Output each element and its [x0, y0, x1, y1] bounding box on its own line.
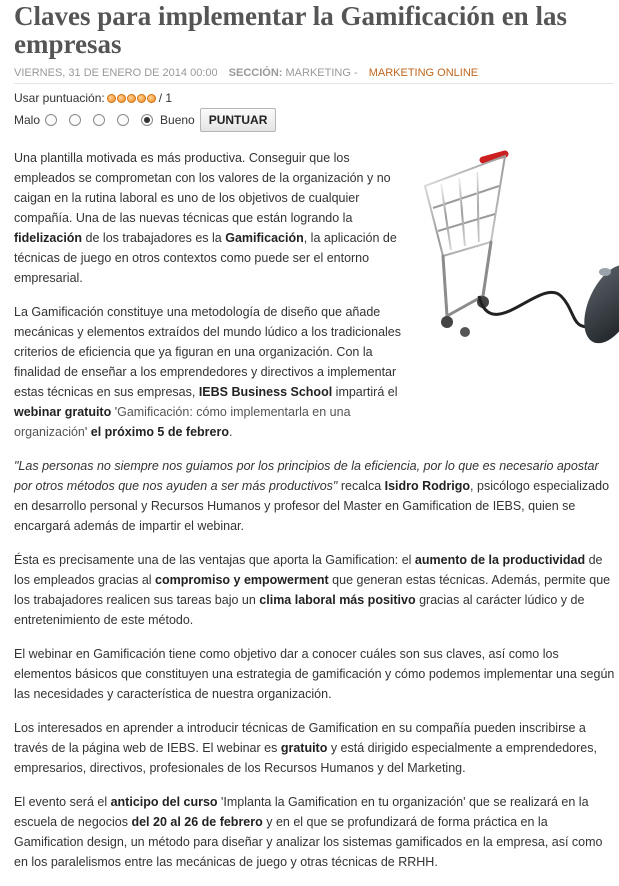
rating-option-3[interactable]: [93, 114, 105, 126]
star-icon: [137, 94, 146, 103]
rating-high-label: Bueno: [160, 113, 195, 127]
star-icon: [117, 94, 126, 103]
quote-text: "Las personas no siempre nos guiamos por los principios de la eficiencia, por lo que es necesario apostar por otros métodos que nos ayuden a ser más productivos": [14, 459, 599, 493]
rating-score: / 1: [158, 91, 173, 105]
text: , la aplicación de técnicas de juego en otros contextos como puede ser el entorno empresarial.: [14, 231, 397, 285]
text: que generan estas técnicas. Además, permite que los trabajadores realicen sus tareas bajo un: [14, 573, 611, 607]
text: Ésta es precisamente una de las ventajas que aporta la Gamification: el: [14, 553, 415, 567]
rating-option-5[interactable]: [141, 114, 153, 126]
paragraph-6: [14, 718, 619, 778]
text: de los empleados gracias al: [14, 553, 603, 587]
rating-vote-form: [14, 108, 276, 132]
text-bold: compromiso y empowerment: [155, 573, 329, 587]
text: , psicólogo especializado en desarrollo personal y Recursos Humanos y profesor del Master en Gamification de IEBS, quien se encargará además de impartir el webinar.: [14, 479, 610, 533]
rating-option-1[interactable]: [45, 114, 57, 126]
text: El evento será el: [14, 795, 111, 809]
article-meta: [14, 67, 614, 84]
text: ': [111, 405, 118, 419]
section-label: SECCIÓN:: [228, 67, 283, 79]
text-bold: el próximo 5 de febrero: [90, 425, 229, 439]
rating-summary: [14, 91, 172, 105]
text-bold: anticipo del curso: [110, 795, 218, 809]
rating-option-4[interactable]: [117, 114, 129, 126]
text: El webinar en Gamificación tiene como objetivo dar a conocer cuáles son sus claves, así como los elementos básicos que constituyen una estrategia de gamificación y cómo podemos implementar una según las necesidades y característica de nuestra organización.: [14, 647, 615, 701]
text-bold: del 20 al 26 de febrero: [131, 815, 263, 829]
text-bold: Gamificación: [225, 231, 304, 245]
text-bold: IEBS Business School: [198, 385, 333, 399]
vote-button[interactable]: PUNTUAR: [200, 108, 277, 132]
rating-stars: [107, 94, 157, 103]
paragraph-7: [14, 792, 619, 872]
text-bold: clima laboral más positivo: [259, 593, 416, 607]
paragraph-1: [14, 148, 409, 288]
text: ': [84, 425, 91, 439]
star-icon: [147, 94, 156, 103]
text: .: [228, 425, 233, 439]
text-bold: fidelización: [14, 231, 83, 245]
rating-label: Usar puntuación:: [14, 91, 105, 105]
text: La Gamificación constituye una metodología de diseño que añade mecánicas y elementos extraídos del mundo lúdico a los tradicionales criterios de eficiencia que ya figuran en una organización. Con la finalidad de enseñar a los emprendedores y directivos a implementar estas técnicas en sus empresas,: [14, 305, 402, 399]
paragraph-2: [14, 302, 409, 442]
text: impartirá el: [332, 385, 398, 399]
text: Gamificación: cómo implementarla en una organización: [14, 405, 351, 439]
category-link[interactable]: MARKETING ONLINE: [368, 67, 479, 79]
text: Los interesados en aprender a introducir técnicas de Gamification en su compañía pueden inscribirse a través de la página web de IEBS. El webinar es: [14, 721, 586, 755]
rating-option-2[interactable]: [69, 114, 81, 126]
text-bold: aumento de la productividad: [414, 553, 586, 567]
star-icon: [107, 94, 116, 103]
paragraph-3: [14, 456, 619, 536]
text-bold: webinar gratuito: [14, 405, 112, 419]
article-date: VIERNES, 31 DE ENERO DE 2014 00:00: [14, 67, 218, 79]
text: gracias al carácter lúdico y de entretenimiento de este método.: [14, 593, 585, 627]
rating-low-label: Malo: [14, 113, 41, 127]
text: de los trabajadores es la: [82, 231, 226, 245]
text: 'Implanta la Gamification en tu organización' que se realizará en la escuela de negocios: [14, 795, 589, 829]
section-value: MARKETING -: [285, 67, 358, 79]
article-title: Claves para implementar la Gamificación en las empresas: [14, 1, 567, 59]
text-bold: Isidro Rodrigo: [384, 479, 471, 493]
text: y en el que se profundizará de forma práctica en la Gamification design, un método para diseñar y analizar los sistemas gamificados en la empresa, así como en los paralelismos entre las mecánicas de juego y otras técnicas de RRHH.: [14, 815, 603, 869]
paragraph-5: [14, 644, 619, 704]
text: y está dirigido especialmente a emprendedores, empresarios, directivos, profesionales de los Recursos Humanos y del Marketing.: [14, 741, 597, 775]
article-body: [14, 148, 619, 886]
text-bold: gratuito: [280, 741, 328, 755]
star-icon: [127, 94, 136, 103]
text: recalca: [337, 479, 385, 493]
text: Una plantilla motivada es más productiva. Conseguir que los empleados se comprometan con los valores de la organización y no caigan en la rutina laboral es uno de los objetivos de cualquier compañía. Una de las nuevas técnicas que están logrando la: [14, 151, 391, 225]
paragraph-4: [14, 550, 619, 630]
